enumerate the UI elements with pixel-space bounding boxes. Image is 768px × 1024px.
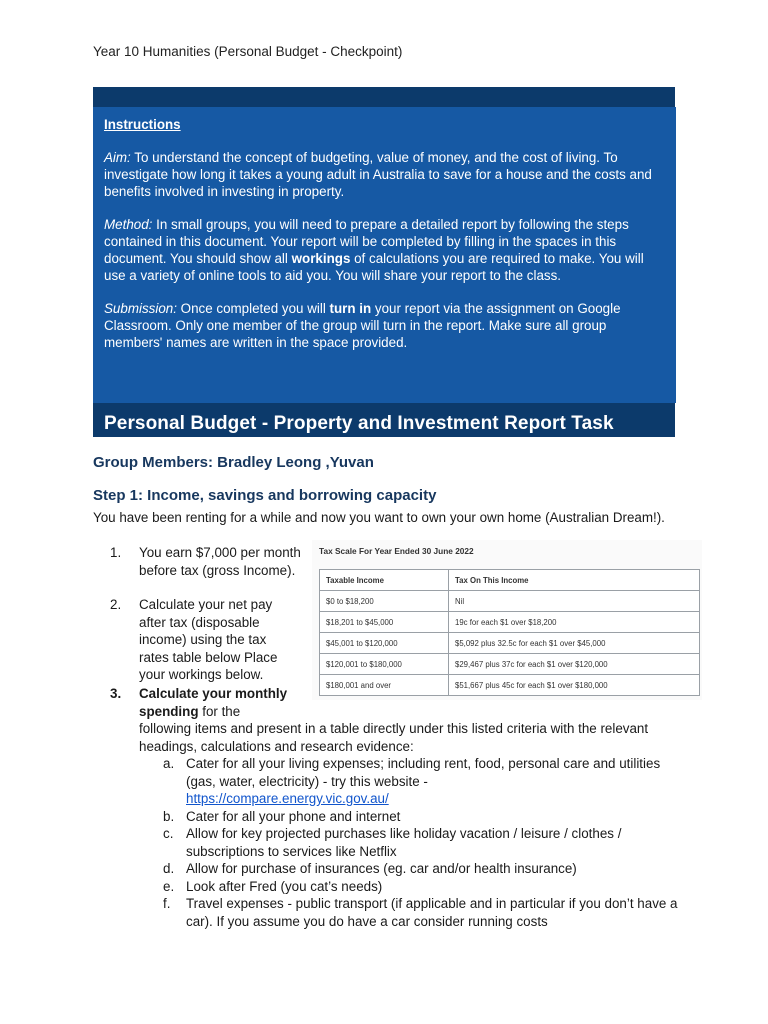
aim-text: To understand the concept of budgeting, value of money, and the cost of living. To investigate how long it takes a young adult in Australia to save for a house and the costs and benefits involved in investing in property. bbox=[104, 150, 652, 199]
criteria-item bbox=[163, 878, 683, 896]
table-cell: $5,092 plus 32.5c for each $1 over $45,000 bbox=[449, 633, 700, 654]
list-number: 3. bbox=[110, 686, 122, 701]
report-title: Personal Budget - Property and Investment Report Task bbox=[93, 403, 675, 437]
list-text-rest: for the bbox=[198, 703, 241, 719]
tax-table-title: Tax Scale For Year Ended 30 June 2022 bbox=[319, 546, 474, 556]
criteria-letter: c. bbox=[163, 826, 174, 841]
criteria-letter: a. bbox=[163, 756, 175, 771]
method-text-2: of calculations you are required to make. You will use a variety of online tools to aid you. You will share your report to the class. bbox=[104, 251, 644, 283]
step1-heading: Step 1: Income, savings and borrowing capacity bbox=[93, 487, 437, 504]
table-header-row bbox=[320, 570, 700, 591]
table-cell: $120,001 to $180,000 bbox=[320, 654, 449, 675]
criteria-letter: f. bbox=[163, 896, 171, 911]
criteria-text: Allow for key projected purchases like holiday vacation / leisure / clothes / subscriptions to services like Netflix bbox=[186, 826, 622, 859]
criteria-item bbox=[163, 895, 683, 930]
criteria-item bbox=[163, 860, 683, 878]
table-cell: Nil bbox=[449, 591, 700, 612]
table-cell: 19c for each $1 over $18,200 bbox=[449, 612, 700, 633]
list-text bbox=[139, 685, 309, 720]
criteria-letter: b. bbox=[163, 808, 175, 824]
list-text: You earn $7,000 per month before tax (gross Income). bbox=[139, 545, 301, 578]
list-number: 1. bbox=[110, 545, 122, 560]
criteria-text: Travel expenses - public transport (if applicable and in particular if you don’t have a car). If you assume you do have a car consider running costs bbox=[186, 896, 678, 929]
list-number: 2. bbox=[110, 597, 122, 612]
criteria-text: Look after Fred (you cat’s needs) bbox=[186, 878, 383, 894]
submission-bold: turn in bbox=[329, 301, 372, 316]
group-members-heading: Group Members: Bradley Leong ,Yuvan bbox=[93, 454, 374, 471]
step1-intro: You have been renting for a while and now you want to own your own home (Australian Dream!). bbox=[93, 510, 665, 525]
list-bold-text: Calculate your monthly spending bbox=[139, 686, 288, 719]
submission-text-1: Once completed you will bbox=[176, 301, 330, 316]
criteria-letter: e. bbox=[163, 878, 175, 894]
tax-scale-image bbox=[312, 540, 702, 700]
criteria-text: Cater for all your phone and internet bbox=[186, 808, 401, 824]
instructions-top-band bbox=[93, 87, 675, 107]
criteria-item bbox=[163, 808, 683, 826]
method-bold: workings bbox=[291, 251, 351, 266]
list-text: Calculate your net pay after tax (disposable income) using the tax rates table below Place your workings below. bbox=[139, 597, 278, 682]
instructions-box bbox=[93, 107, 676, 403]
table-header-cell: Tax On This Income bbox=[449, 570, 700, 591]
table-row bbox=[320, 675, 700, 696]
criteria-text: Cater for all your living expenses; including rent, food, personal care and utilities (gas, water, electricity) - try this website - bbox=[186, 756, 661, 789]
table-cell: $18,201 to $45,000 bbox=[320, 612, 449, 633]
table-cell: $180,001 and over bbox=[320, 675, 449, 696]
aim-label: Aim: bbox=[104, 150, 131, 165]
table-row bbox=[320, 591, 700, 612]
criteria-text: Allow for purchase of insurances (eg. car and/or health insurance) bbox=[186, 861, 577, 876]
submission-paragraph bbox=[104, 300, 664, 351]
table-row bbox=[320, 633, 700, 654]
document-header: Year 10 Humanities (Personal Budget - Checkpoint) bbox=[93, 44, 403, 59]
criteria-item bbox=[163, 825, 683, 860]
submission-text-2: your report via the assignment on Google Classroom. Only one member of the group will turn in the report. Make sure all group members' names are written in the space provided. bbox=[104, 301, 621, 350]
tax-table bbox=[319, 569, 700, 696]
table-cell: $29,467 plus 37c for each $1 over $120,000 bbox=[449, 654, 700, 675]
table-cell: $51,667 plus 45c for each $1 over $180,000 bbox=[449, 675, 700, 696]
instructions-title: Instructions bbox=[104, 117, 181, 132]
table-row bbox=[320, 612, 700, 633]
table-cell: $45,001 to $120,000 bbox=[320, 633, 449, 654]
criteria-item bbox=[163, 755, 683, 808]
method-label: Method: bbox=[104, 217, 153, 232]
spending-criteria-list bbox=[163, 755, 683, 930]
aim-paragraph bbox=[104, 149, 664, 200]
criteria-letter: d. bbox=[163, 861, 175, 876]
list-item-continuation: following items and present in a table directly under this listed criteria with the relevant headings, calculations and research evidence: bbox=[139, 721, 649, 754]
method-text-1: In small groups, you will need to prepare a detailed report by following the steps contained in this document. Your report will be completed by filling in the spaces in this document. You should show all bbox=[104, 217, 629, 266]
table-cell: $0 to $18,200 bbox=[320, 591, 449, 612]
energy-compare-link[interactable]: https://compare.energy.vic.gov.au/ bbox=[186, 791, 389, 806]
submission-label: Submission: bbox=[104, 301, 177, 316]
method-paragraph bbox=[104, 216, 664, 284]
table-header-cell: Taxable Income bbox=[320, 570, 449, 591]
table-row bbox=[320, 654, 700, 675]
